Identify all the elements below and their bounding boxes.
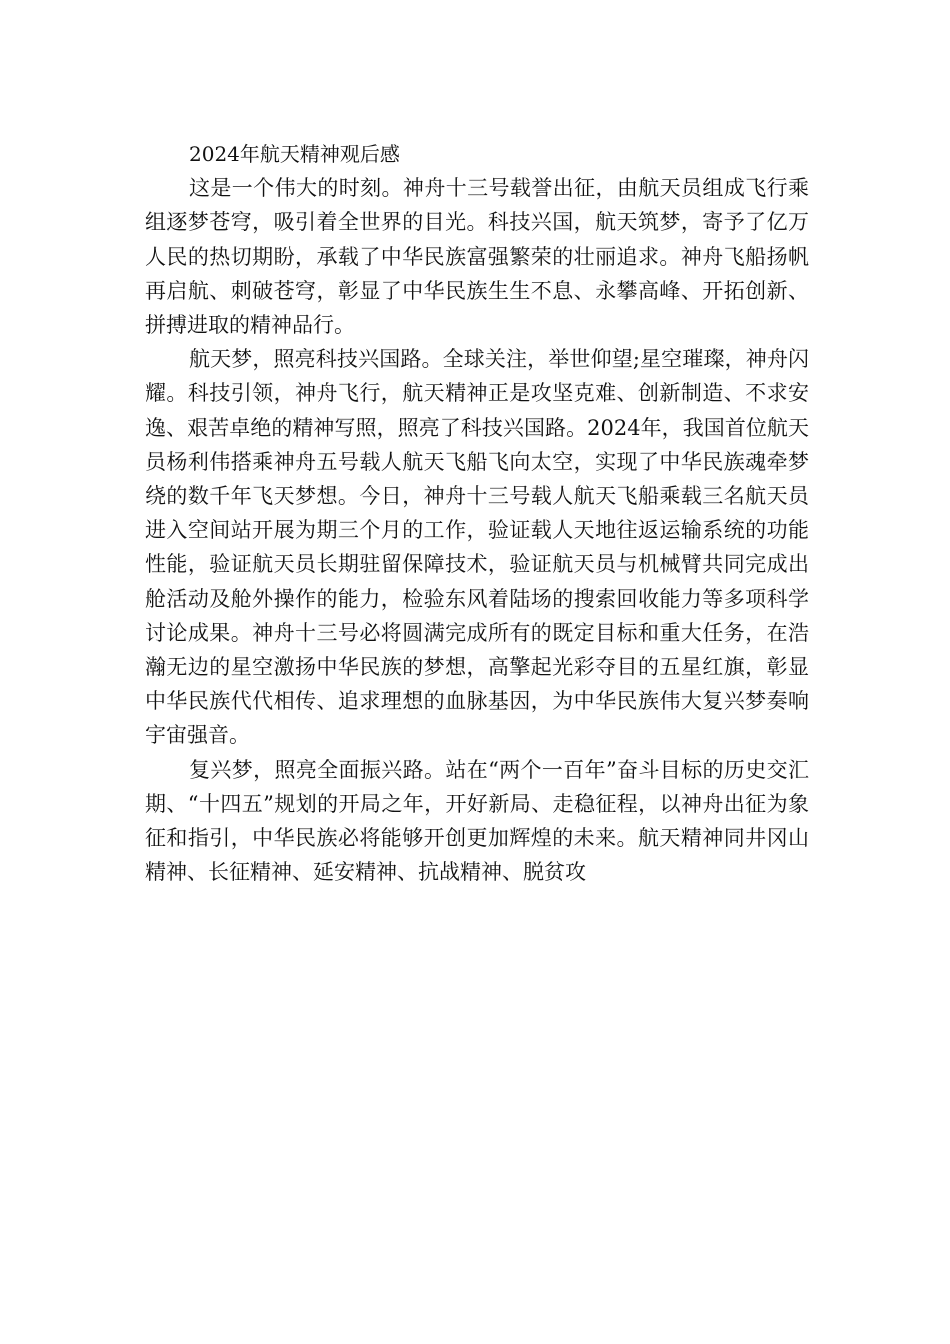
document-title: 2024年航天精神观后感 <box>189 142 400 166</box>
paragraph-2: 航天梦，照亮科技兴国路。全球关注，举世仰望;星空璀璨，神舟闪耀。科技引领，神舟飞行，航天精神正是攻坚克难、创新制造、不求安逸、艰苦卓绝的精神写照，照亮了科技兴国路。2024年，我国首位航天员杨利伟搭乘神舟五号载人航天飞船飞向太空，实现了中华民族魂牵梦绕的数千年飞天梦想。今日，神舟十三号载人航天飞船乘载三名航天员进入空间站开展为期三个月的工作，验证载人天地往返运输系统的功能性能，验证航天员长期驻留保障技术，验证航天员与机械臂共同完成出舱活动及舱外操作的能力，检验东风着陆场的搜索回收能力等多项科学讨论成果。神舟十三号必将圆满完成所有的既定目标和重大任务，在浩瀚无边的星空激扬中华民族的梦想，高擎起光彩夺目的五星红旗，彰显中华民族代代相传、追求理想的血脉基因，为中华民族伟大复兴梦奏响宇宙强音。 <box>145 347 809 748</box>
paragraph-3: 复兴梦，照亮全面振兴路。站在“两个一百年”奋斗目标的历史交汇期、“十四五”规划的开局之年，开好新局、走稳征程，以神舟出征为象征和指引，中华民族必将能够开创更加辉煌的未来。航天精神同井冈山精神、长征精神、延安精神、抗战精神、脱贫攻 <box>145 757 809 885</box>
document-body <box>145 137 809 889</box>
paragraph-1: 这是一个伟大的时刻。神舟十三号载誉出征，由航天员组成飞行乘组逐梦苍穹，吸引着全世界的目光。科技兴国，航天筑梦，寄予了亿万人民的热切期盼，承载了中华民族富强繁荣的壮丽追求。神舟飞船扬帆再启航、刺破苍穹，彰显了中华民族生生不息、永攀高峰、开拓创新、拼搏进取的精神品行。 <box>145 176 809 337</box>
